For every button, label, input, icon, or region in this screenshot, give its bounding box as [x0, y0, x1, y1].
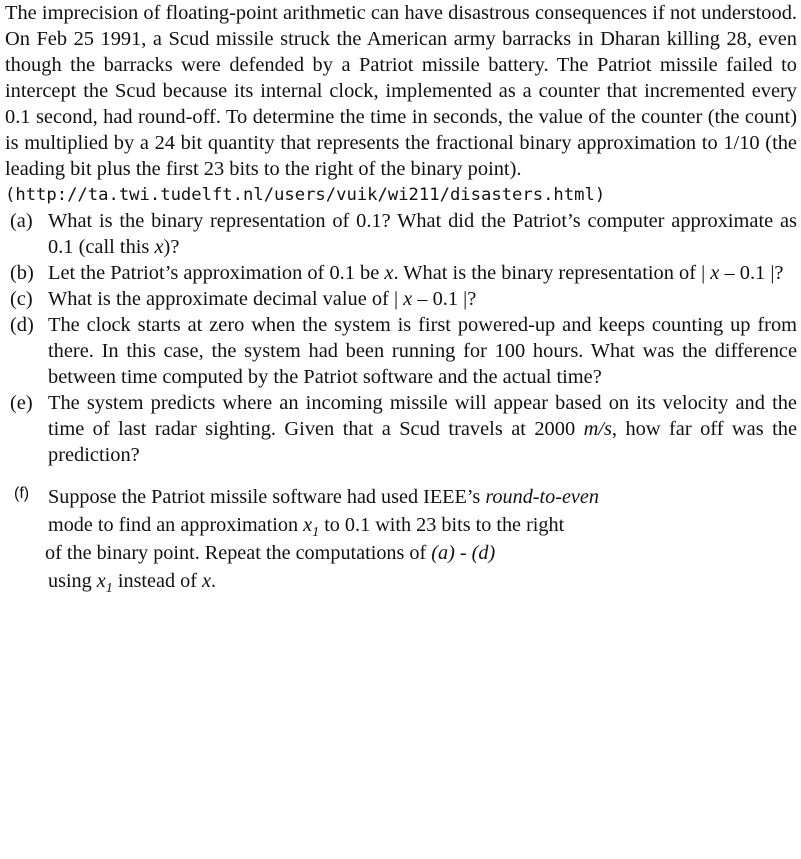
question-f-ref-d: (d) [471, 542, 496, 564]
question-d [5, 312, 797, 390]
question-e-text-1: The system predicts where an incoming missile will appear based on its velocity and the time of last radar sighting. Given that a Scud travels at 2000 [48, 392, 797, 440]
question-f-line-2a: mode to find an approximation [48, 514, 304, 536]
problem-page [5, 0, 797, 595]
question-d-text: The clock starts at zero when the system is first powered-up and keeps counting up from there. In this case, the system had been running for 100 hours. What was the difference between time computed by the Patriot software and the actual time? [48, 314, 797, 388]
question-d-label: (d) [10, 314, 34, 336]
question-f-line-4 [48, 567, 797, 595]
question-f [5, 483, 797, 595]
question-f-line-2 [48, 511, 797, 539]
question-a-text-2: )? [163, 236, 180, 258]
question-b-text-1: Let the Patriot’s approximation of 0.1 be [48, 262, 385, 284]
question-f-line-1a: Suppose the Patriot missile software had used IEEE’s [48, 486, 486, 508]
question-f-ref-a: (a) [431, 542, 455, 564]
question-c-text-2: – 0.1 |? [412, 288, 477, 310]
question-f-line-4b: instead of [112, 570, 202, 592]
question-f-var-x1-base: x [303, 514, 313, 536]
question-b-label: (b) [10, 262, 34, 284]
question-b-var-1: x [384, 262, 394, 284]
question-f-line-3a: of the binary point. Repeat the computations of [45, 542, 432, 564]
question-a-label: (a) [10, 210, 33, 232]
question-f-line-3 [45, 539, 794, 567]
question-a-var: x [154, 236, 164, 258]
question-e-unit: m/s [583, 418, 612, 440]
question-e-text-2: , how far off was the prediction? [48, 418, 797, 466]
question-a [5, 208, 797, 260]
question-f-var-x1 [303, 514, 320, 541]
question-c-label: (c) [10, 288, 33, 310]
question-b-text-3: – 0.1 |? [719, 262, 784, 284]
question-b-text-2: . What is the binary representation of | [393, 262, 711, 284]
question-a-text-1: What is the binary representation of 0.1? What did the Patriot’s computer approximate as 0.1 (call this [48, 210, 797, 258]
question-c-text-1: What is the approximate decimal value of | [48, 288, 404, 310]
intro-paragraph [5, 0, 797, 182]
question-b [5, 260, 797, 286]
question-f-line-2b: to 0.1 with 23 bits to the right [319, 514, 565, 536]
question-f-var-x1-sub: 1 [312, 524, 320, 541]
question-f-var-x1-again-sub: 1 [105, 580, 113, 597]
question-f-var-x1-again [96, 570, 113, 597]
question-f-line-1 [48, 483, 797, 511]
question-f-label: (f) [14, 485, 30, 502]
question-e [5, 390, 797, 468]
question-f-line-4c: . [210, 570, 216, 592]
question-c-var: x [403, 288, 413, 310]
reference-url: (http://ta.twi.tudelft.nl/users/vuik/wi211/disasters.html) [5, 185, 606, 205]
intro-text: The imprecision of floating-point arithmetic can have disastrous consequences if not understood. On Feb 25 1991, a Scud missile struck the American army barracks in Dharan killing 28, even though the barracks were defended by a Patriot missile battery. The Patriot missile failed to intercept the Scud because its internal clock, implemented as a counter that incremented every 0.1 second, had round-off. To determine the time in seconds, the value of the counter (the count) is multiplied by a 24 bit quantity that represents the fractional binary approximation to 1/10 (the leading bit plus the first 23 bits to the right of the binary point). [5, 2, 797, 180]
question-f-line-3c: - [454, 542, 472, 564]
question-c [5, 286, 797, 312]
question-b-var-2: x [710, 262, 720, 284]
question-e-label: (e) [10, 392, 33, 414]
question-f-round-to-even: round-to-even [485, 486, 599, 508]
question-f-line-4a: using [48, 570, 97, 592]
question-f-var-x1-again-base: x [96, 570, 106, 592]
question-f-line-4-var: x [201, 570, 211, 592]
